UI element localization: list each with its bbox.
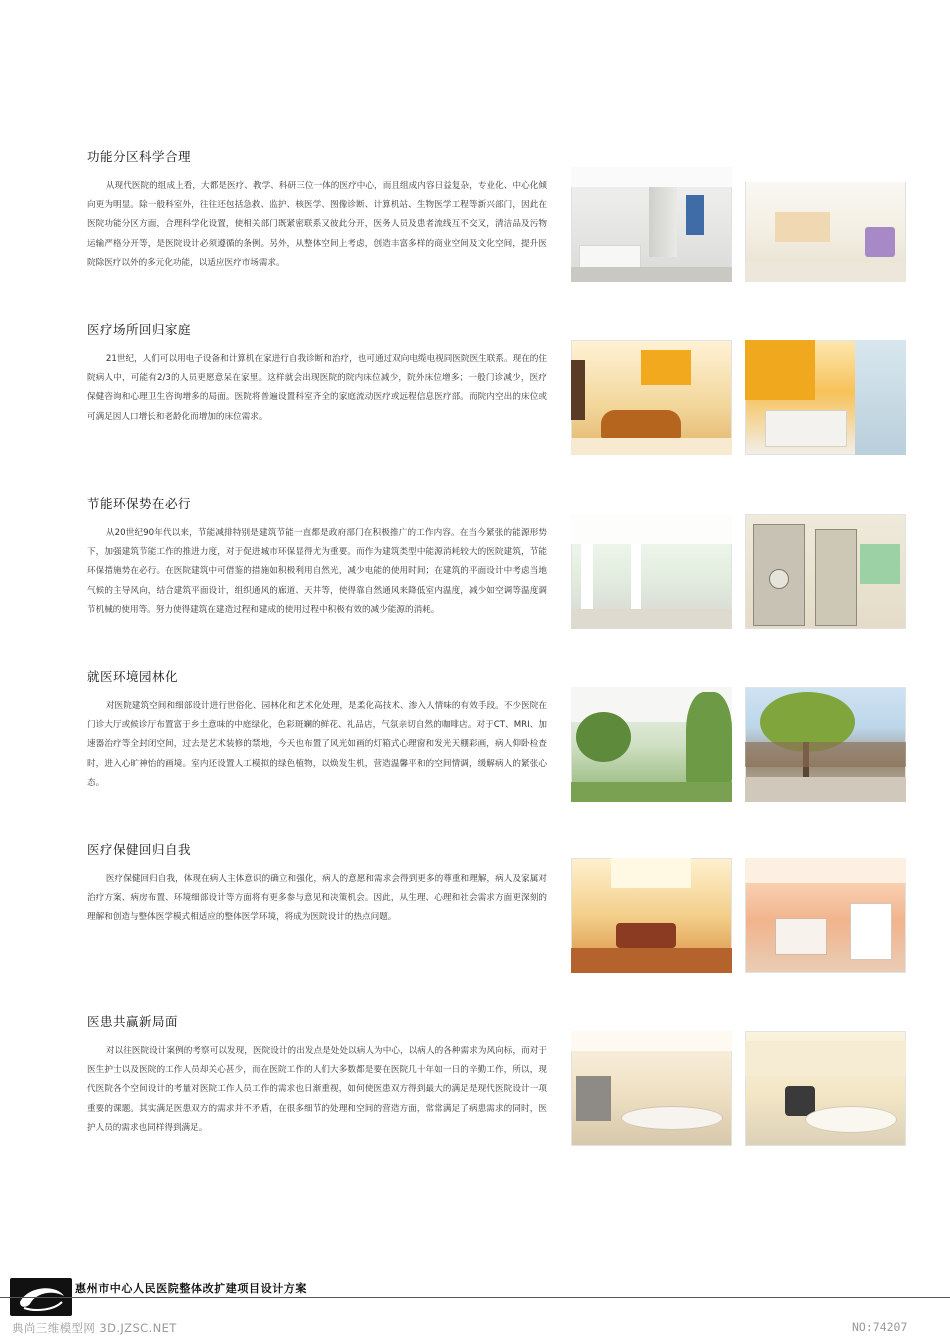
section-title: 医疗场所回归家庭 xyxy=(87,322,192,337)
section-title: 就医环境园林化 xyxy=(87,669,179,684)
section-title: 医患共赢新局面 xyxy=(87,1014,179,1029)
section-title: 功能分区科学合理 xyxy=(87,149,192,164)
section-body: 医疗保健回归自我，体现在病人主体意识的确立和强化，病人的意愿和需求会得到更多的尊重和理解，病人及家属对治疗方案、病房布置、环境细部设计等方面将有更多参与意见和决策机会。因此，从生理、心理和社会需求方面更深刻的理解和创造与整体医学模式相适应的整体医学环境，将成为医院设计的热点问题。 xyxy=(87,874,547,923)
section-body: 对医院建筑空间和细部设计进行世俗化、园林化和艺术化处理，是柔化高技术、渗入人情味的有效手段。不少医院在门诊大厅或候诊厅布置富于乡土意味的中庭绿化，色彩斑斓的鲜花、礼品店，气氛亲切自然的咖啡店。对于CT、MRI、加速器治疗等全封闭空间，过去是艺术装修的禁地，今天也布置了风光如画的灯箱式心理窗和发光天棚彩画，病人仰卧检查时，进入心旷神怡的画境。室内还设置人工模拟的绿色植物，以焕发生机，营造温馨平和的空间情调，缓解病人的紧张心态。 xyxy=(87,701,547,788)
section-return-home xyxy=(87,320,547,427)
project-title: 惠州市中心人民医院整体改扩建项目设计方案 xyxy=(75,1282,307,1295)
section-functional-zoning xyxy=(87,147,547,273)
sterilizer-equipment-photo xyxy=(745,514,906,629)
lounge-sofa-photo xyxy=(571,858,732,973)
section-body: 21世纪，人们可以用电子设备和计算机在家进行自我诊断和治疗，也可通过双向电缆电视同医院医生联系。现在的住院病人中，可能有2/3的人员更愿意呆在家里。这样就会出现医院的院内床位减少，院外床位增多；一般门诊减少，医疗保健咨询和心理卫生咨询增多的局面。医院将普遍设置科室齐全的家庭流动医疗或远程信息医疗部。而院内空出的床位或可满足因人口增长和老龄化而增加的床位需求。 xyxy=(87,354,547,422)
section-title: 节能环保势在必行 xyxy=(87,496,192,511)
indoor-garden-photo xyxy=(571,687,732,802)
section-win-win xyxy=(87,1012,547,1138)
section-body: 从20世纪90年代以来，节能减排特别是建筑节能一直都是政府部门在积极推广的工作内容。在当今紧张的能源形势下，加强建筑节能工作的推进力度，对于促进城市环保显得尤为重要。而作为建筑类型中能源消耗较大的医院建筑，节能环保措施势在必行。在医院建筑中可借鉴的措施如积极利用自然光，减少电能的使用时间；在建筑的平面设计中考虑当地气候的主导风向，结合建筑平面设计，组织通风的廊道、天井等，使得靠自然通风来降低室内温度，减少如空调等温度调节机械的使用等。努力使得建筑在建造过程和建成的使用过程中积极有效的减少能源的消耗。 xyxy=(87,528,547,615)
staff-office-photo xyxy=(571,1031,732,1146)
patient-room-photo xyxy=(745,340,906,455)
watermark-number: NO:74207 xyxy=(852,1320,908,1334)
section-body: 从现代医院的组成上看，大都是医疗、教学、科研三位一体的医疗中心，而且组成内容日益复杂，专业化、中心化倾向更为明显。除一般科室外，往往还包括急救、监护、核医学、图像诊断、计算机站、生物医学工程等新兴部门，因此在医院功能分区方面，合理科学化设置，使相关部门既紧密联系又彼此分开，医务人员及患者流线互不交叉，清洁品及污物运输严格分开等，是医院设计必须遵循的条例。另外，从整体空间上考虑，创造丰富多样的商业空间及文化空间，提升医院除医疗以外的多元化功能，以适应医疗市场需求。 xyxy=(87,181,547,268)
family-ward-photo xyxy=(571,340,732,455)
atrium-photo xyxy=(571,514,732,629)
section-garden-environment xyxy=(87,667,547,793)
consulting-room-photo xyxy=(745,1031,906,1146)
section-body: 对以往医院设计案例的考察可以发现，医院设计的出发点是处处以病人为中心，以病人的各种需求为风向标，而对于医生护士以及医院的工作人员却关心甚少，而在医院工作的人们大多数都是要在医院几十年如一日的辛勤工作，所以，现代医院各个空间设计的考量对医院工作人员工作的需求也日渐重视，如何使医患双方得到最大的满足是现代医院设计一项重要的课题。其实满足医患双方的需求并不矛盾，在很多细节的处理和空间的营造方面，常常满足了病患需求的同时，医护人员的需求也同样得到满足。 xyxy=(87,1046,547,1133)
watermark-site: 典尚三维模型网 3D.JZSC.NET xyxy=(12,1321,177,1335)
section-energy-saving xyxy=(87,494,547,620)
lobby-photo xyxy=(745,167,906,282)
section-self-care xyxy=(87,840,547,928)
section-title: 医疗保健回归自我 xyxy=(87,842,192,857)
ward-room-photo xyxy=(571,167,732,282)
treatment-room-photo xyxy=(745,858,906,973)
courtyard-tree-photo xyxy=(745,687,906,802)
footer-divider xyxy=(0,1297,950,1298)
